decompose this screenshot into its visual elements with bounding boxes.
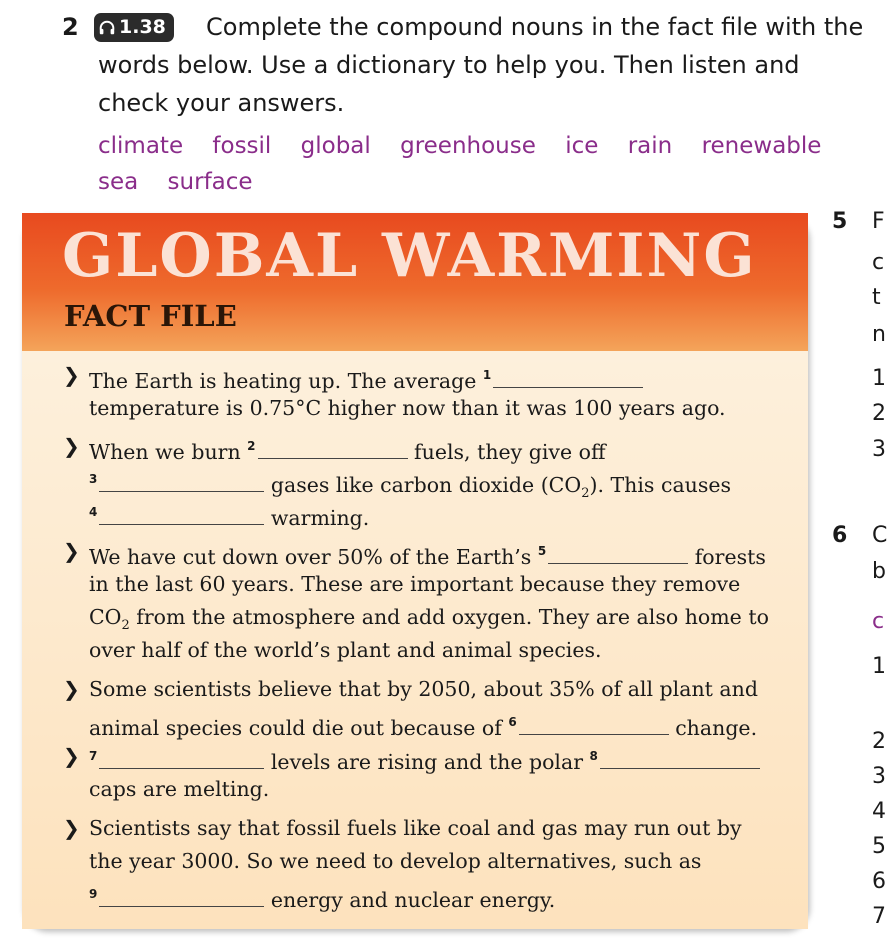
exercise-number: 2	[62, 13, 79, 41]
fact-text: levels are rising and the polar	[264, 750, 590, 774]
cropped-column-fragment: 3	[872, 764, 886, 789]
answer-blank[interactable]	[99, 505, 264, 525]
chevron-right-icon: ❯	[63, 677, 80, 701]
chevron-right-icon: ❯	[63, 539, 80, 563]
exercise-instruction-block	[62, 8, 872, 122]
fact-list	[22, 351, 808, 929]
answer-blank[interactable]	[258, 439, 408, 459]
cropped-column-fragment: c	[872, 250, 885, 275]
cropped-column-fragment: 2	[872, 729, 886, 754]
chevron-right-icon: ❯	[63, 816, 80, 840]
cropped-column-fragment: b	[872, 559, 886, 584]
fact-text: CO	[89, 605, 122, 629]
fact-text: temperature is 0.75°C higher now than it was 100 years ago.	[89, 396, 726, 420]
word-bank-item: global	[300, 133, 371, 159]
fact-line	[89, 845, 701, 878]
subscript: 2	[121, 618, 130, 634]
cropped-column-fragment: 2	[872, 401, 886, 426]
fact-text: caps are melting.	[89, 777, 270, 801]
cropped-column-fragment: 1	[872, 366, 886, 391]
fact-text: warming.	[264, 506, 370, 530]
fact-text: animal species could die out because of	[89, 716, 509, 740]
chevron-right-icon: ❯	[63, 363, 80, 387]
fact-text: We have cut down over 50% of the Earth’s	[89, 545, 538, 569]
cropped-column-fragment: C	[872, 523, 888, 548]
fact-line	[89, 392, 726, 425]
fact-text: energy and nuclear energy.	[264, 888, 556, 912]
blank-number: 9	[89, 887, 98, 901]
cropped-column-fragment: 1	[872, 654, 886, 679]
instruction-text: Complete the compound nouns in the fact file with the words below. Use a dictionary to help you. Then listen and check your answers.	[98, 13, 864, 117]
blank-number: 5	[537, 544, 547, 558]
cropped-column-fragment: 3	[872, 437, 886, 462]
fact-text: from the atmosphere and add oxygen. They are also home to	[129, 605, 769, 629]
cropped-column-fragment: 6	[832, 523, 848, 548]
fact-text: fuels, they give off	[407, 440, 606, 464]
fact-text: the year 3000. So we need to develop alternatives, such as	[89, 849, 702, 873]
fact-file-title: GLOBAL WARMING	[62, 221, 757, 291]
cropped-column-fragment: c	[872, 609, 885, 634]
audio-track-badge[interactable]	[94, 13, 174, 42]
fact-line	[89, 812, 742, 845]
word-bank-item: sea	[98, 169, 139, 195]
fact-text: The Earth is heating up. The average	[89, 369, 483, 393]
fact-line	[89, 773, 269, 806]
fact-text: change.	[668, 716, 758, 740]
cropped-column-fragment: 5	[872, 834, 886, 859]
fact-text: forests	[688, 545, 766, 569]
word-bank-item: rain	[627, 133, 673, 159]
answer-blank[interactable]	[99, 887, 264, 907]
fact-file-header	[22, 213, 808, 351]
cropped-column-fragment: 6	[872, 869, 886, 894]
word-bank	[98, 128, 868, 200]
cropped-column-fragment: 4	[872, 799, 886, 824]
blank-number: 3	[89, 472, 98, 486]
audio-track-number: 1.38	[119, 16, 166, 38]
blank-number: 6	[508, 715, 517, 729]
word-bank-item: climate	[98, 133, 184, 159]
cropped-column-fragment: 7	[872, 904, 886, 929]
blank-number: 8	[589, 749, 598, 763]
answer-blank[interactable]	[600, 749, 760, 769]
word-bank-item: fossil	[212, 133, 272, 159]
fact-text: ). This causes	[589, 473, 732, 497]
next-column-cropped	[832, 205, 892, 945]
subscript: 2	[581, 486, 590, 502]
fact-text: Scientists say that fossil fuels like coal and gas may run out by	[89, 816, 742, 840]
answer-blank[interactable]	[493, 368, 643, 388]
answer-blank[interactable]	[99, 472, 264, 492]
cropped-column-fragment: t	[872, 285, 881, 310]
fact-file-subtitle: FACT FILE	[64, 299, 237, 333]
blank-number: 2	[247, 439, 256, 453]
cropped-column-fragment: 5	[832, 209, 848, 234]
fact-line	[89, 673, 758, 706]
word-bank-item: ice	[565, 133, 599, 159]
blank-number: 7	[89, 749, 98, 763]
headphones-icon	[98, 19, 116, 37]
word-bank-item: renewable	[701, 133, 822, 159]
fact-text: over half of the world’s plant and animal species.	[89, 638, 602, 662]
blank-number: 1	[482, 368, 492, 382]
cropped-column-fragment: F	[872, 209, 885, 234]
fact-line	[89, 496, 369, 535]
chevron-right-icon: ❯	[63, 744, 80, 768]
fact-text: in the last 60 years. These are important because they remove	[89, 572, 741, 596]
fact-line	[89, 568, 740, 601]
cropped-column-fragment: n	[872, 322, 886, 347]
fact-line	[89, 878, 555, 917]
word-bank-item: surface	[167, 169, 253, 195]
word-bank-item: greenhouse	[400, 133, 536, 159]
fact-file-card	[22, 213, 808, 929]
answer-blank[interactable]	[519, 715, 669, 735]
answer-blank[interactable]	[99, 749, 264, 769]
fact-text: When we burn	[89, 440, 248, 464]
fact-line	[89, 634, 602, 667]
answer-blank[interactable]	[548, 544, 688, 564]
fact-text: gases like carbon dioxide (CO	[264, 473, 582, 497]
fact-text: Some scientists believe that by 2050, about 35% of all plant and	[89, 677, 758, 701]
blank-number: 4	[89, 505, 98, 519]
chevron-right-icon: ❯	[63, 434, 80, 458]
